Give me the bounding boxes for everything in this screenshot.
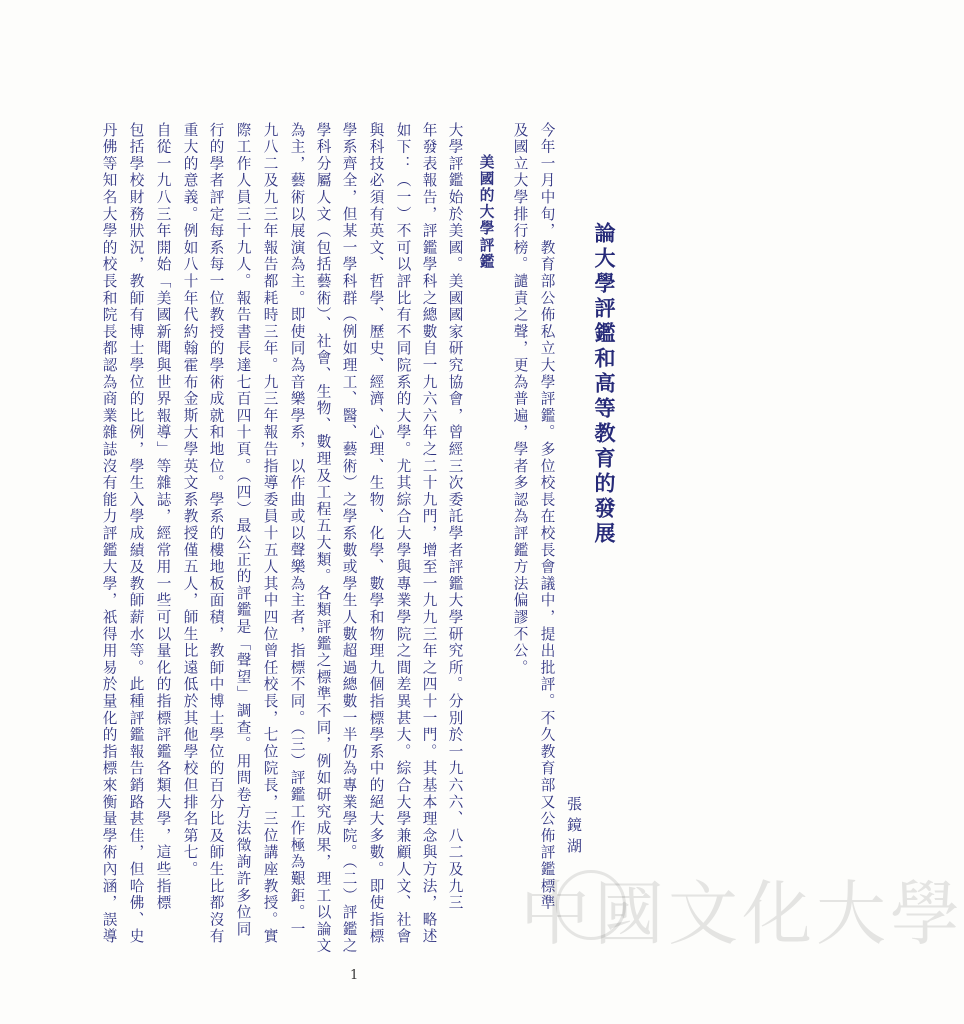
body-column-10: 九八二及九三年報告都耗時三年。九三年報告指導委員十五人其中四位曾任校長，七位院長，三位講座教授。實 [261, 122, 279, 946]
author-name: 張鏡湖 [565, 796, 583, 859]
body-column-11: 際工作人員三十九人。報告書長達七百四十頁。（四）最公正的評鑑是「聲望」調查。用問卷方法徵詢許多位同 [234, 122, 252, 938]
university-watermark: 中國文化大學 [520, 873, 964, 955]
body-column-7: 學系齊全，但某一學科群（例如理工、醫、藝術）之學系數或學生人數超過總數一半仍為專業學院。（二）評鑑之 [340, 122, 358, 955]
body-column-1: 今年一月中旬，教育部公佈私立大學評鑑。多位校長在校長會議中，提出批評。不久教育部又公佈評鑑標準 [538, 122, 556, 912]
page-number: 1 [350, 968, 359, 983]
article-title: 論大學評鑑和高等教育的發展 [592, 222, 617, 547]
body-column-16: 丹佛等知名大學的校長和院長都認為商業雜誌沒有能力評鑑大學，祇得用易於量化的指標來衡量學術內涵，誤導 [100, 122, 118, 946]
body-column-3: 大學評鑑始於美國。美國國家研究協會，曾經三次委託學者評鑑大學研究所。分別於一九六六、八二及九三 [446, 122, 464, 912]
body-column-6: 與科技必須有英文、哲學、歷史、經濟、心理、生物、化學、數學和物理九個指標學系中的絕大多數。即使指標 [367, 122, 385, 946]
body-column-2: 及國立大學排行榜。譴責之聲，更為普遍，學者多認為評鑑方法偏謬不公。 [511, 122, 529, 677]
body-column-9: 為主，藝術以展演為主。即使同為音樂學系，以作曲或以聲樂為主者，指標不同。（三）評鑑工作極為艱鉅。一 [288, 122, 306, 938]
body-column-12: 行的學者評定每系每一位教授的學術成就和地位。學系的樓地板面積，教師中博士學位的百分比及師生比都沒有 [207, 122, 225, 946]
body-column-13: 重大的意義。例如八十年代約翰霍布金斯大學英文系教授僅五人，師生比遠低於其他學校但排名第七。 [181, 122, 199, 878]
body-column-8: 學科分屬人文（包括藝術）、社會、生物、數理及工程五大類。各類評鑑之標準不同，例如研究成果，理工以論文 [314, 122, 332, 955]
body-column-4: 年發表報告，評鑑學科之總數自一九六六年之二十九門，增至一九九三年之四十一門。其基本理念與方法，略述 [420, 122, 438, 946]
body-column-15: 包括學校財務狀況，教師有博士學位的比例，學生入學成績及教師薪水等。此種評鑑報告銷路甚佳，但哈佛、史 [127, 122, 145, 946]
section-heading: 美國的大學評鑑 [477, 154, 495, 271]
body-column-14: 自從一九八三年開始「美國新聞與世界報導」等雜誌，經常用一些可以量化的指標評鑑各類大學，這些指標 [154, 122, 172, 912]
body-column-5: 如下：（一）不可以評比有不同院系的大學。尤其綜合大學與專業學院之間差異甚大。綜合大學兼顧人文、社會 [394, 122, 412, 946]
